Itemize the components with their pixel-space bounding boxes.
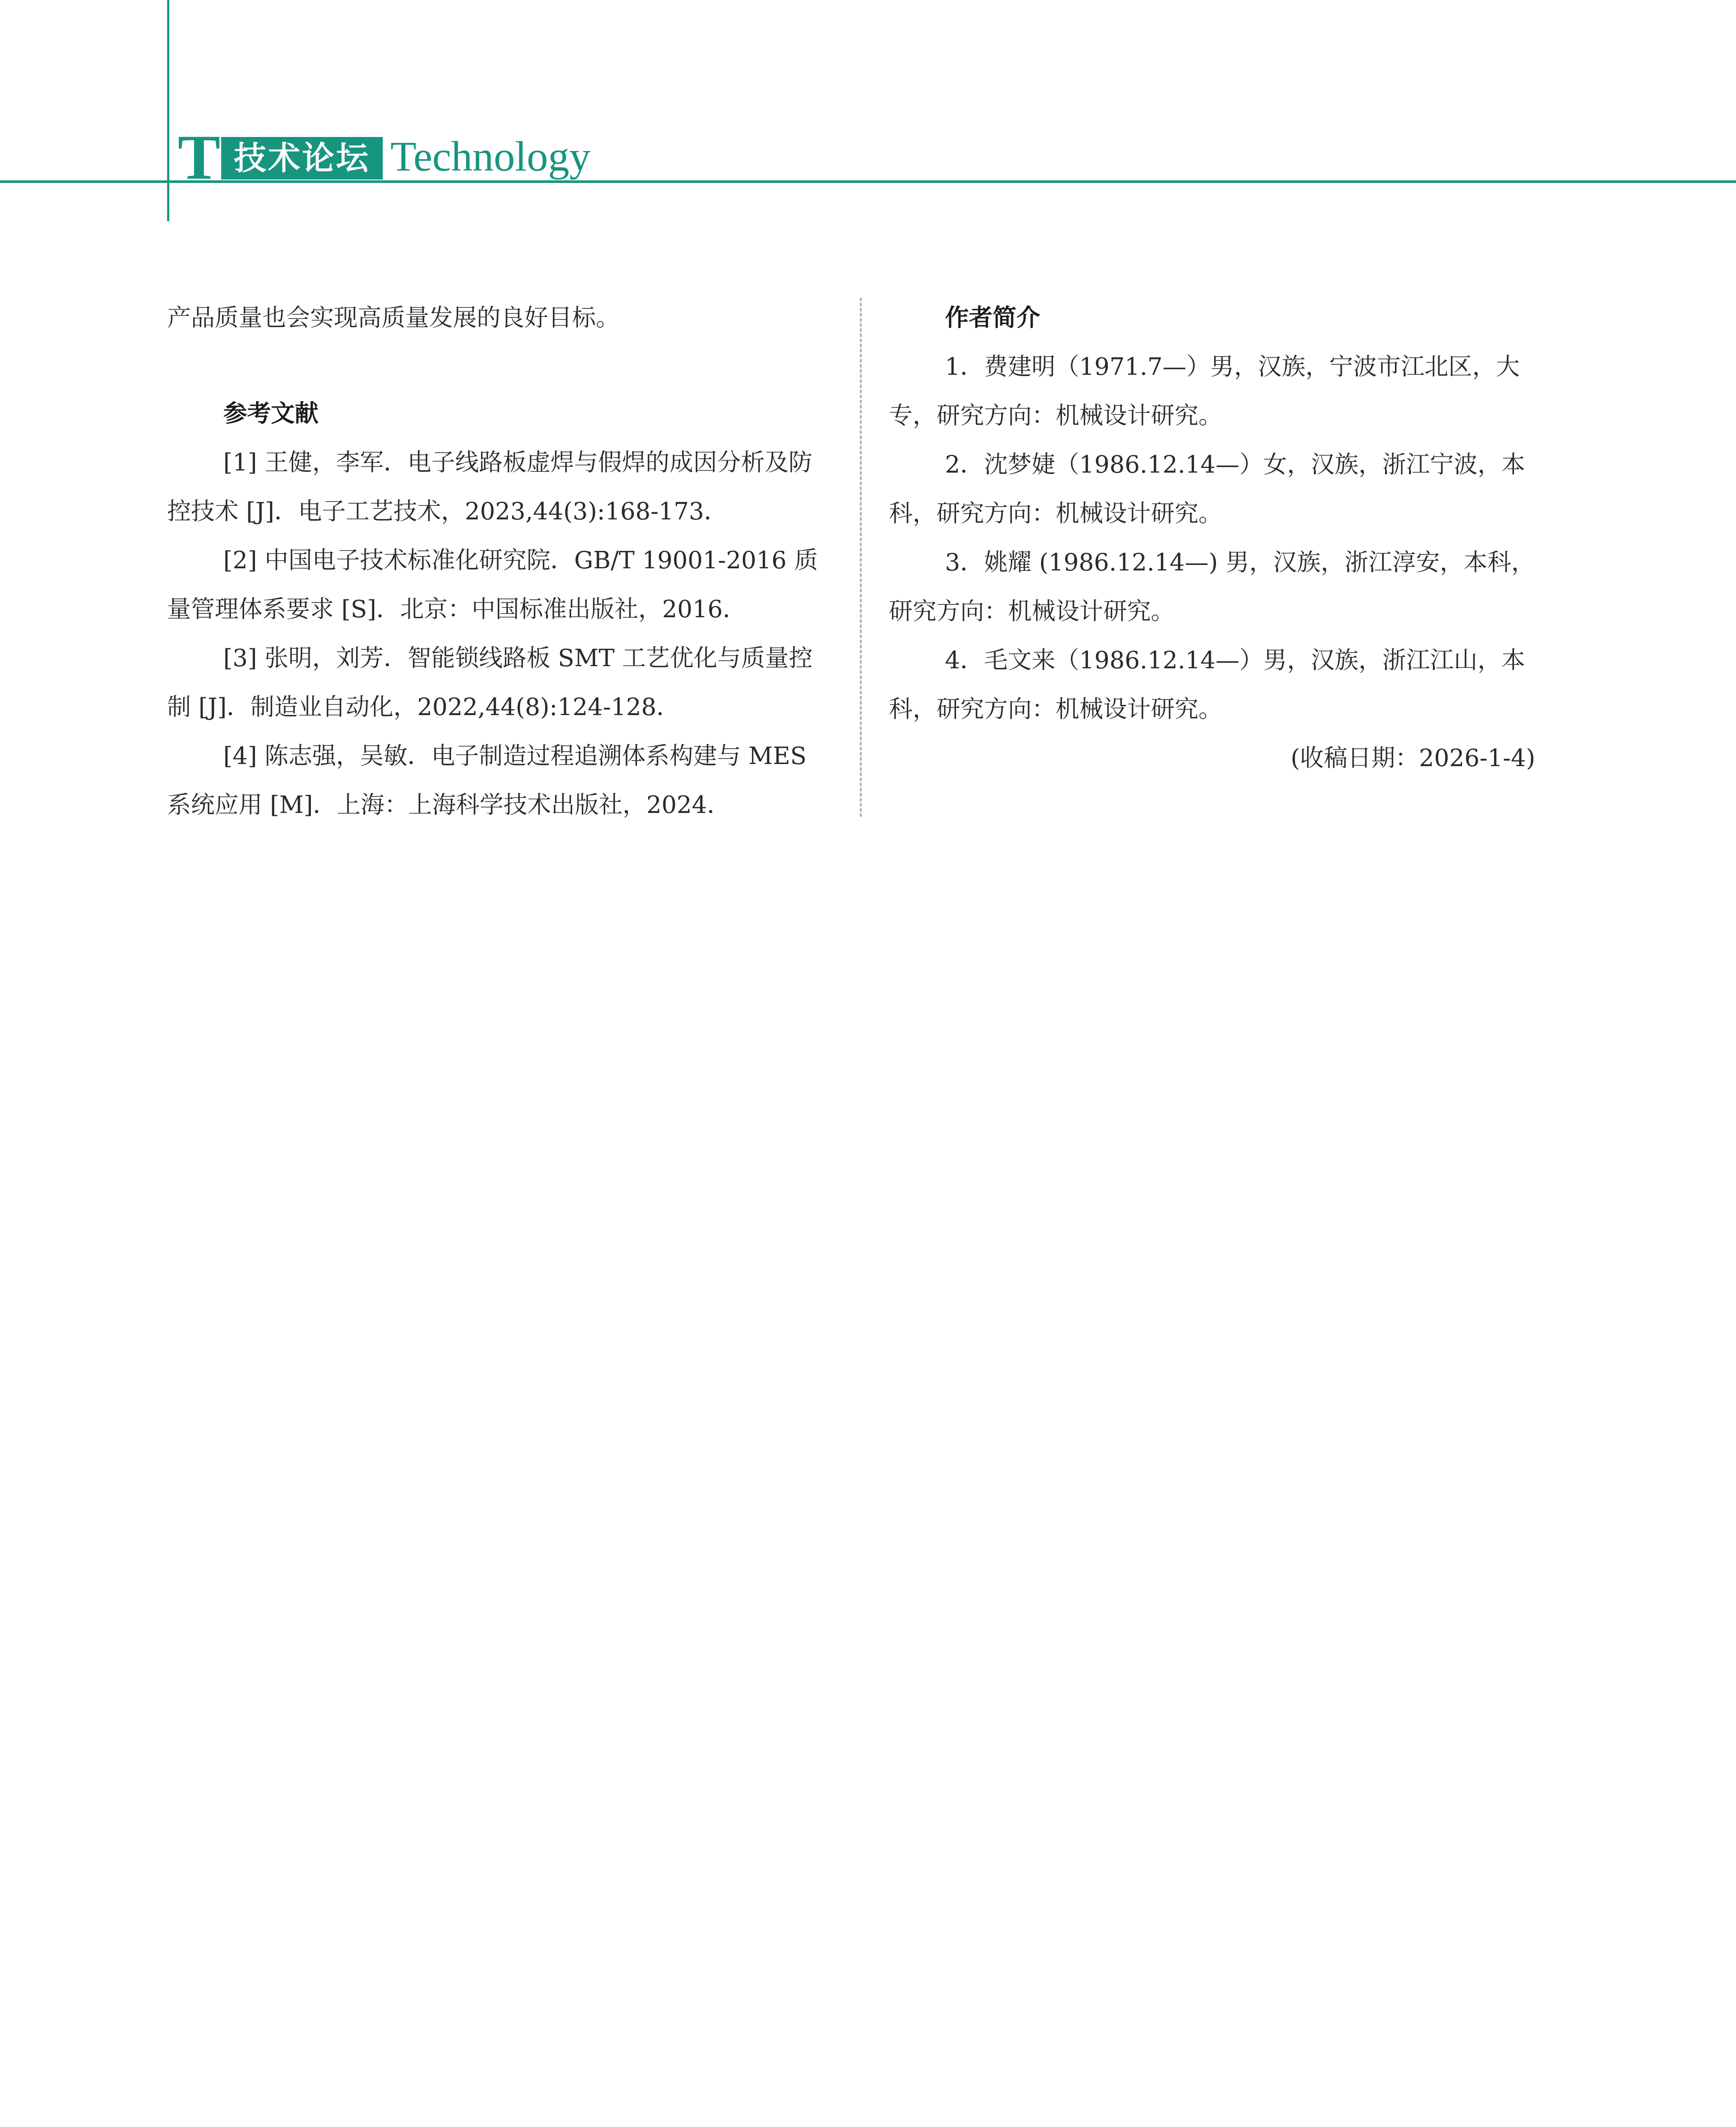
received-date: (收稿日期：2026-1-4) <box>1290 744 1535 772</box>
references-heading: 参考文献 <box>223 400 319 428</box>
author-item: 1．费建明（1971.7—）男，汉族，宁波市江北区，大专，研究方向：机械设计研究。 <box>889 353 1520 430</box>
header-vertical-rule <box>167 0 169 221</box>
reference-item: [1] 王健，李军．电子线路板虚焊与假焊的成因分析及防控技术 [J]．电子工艺技术，2023,44(3):168-173． <box>167 449 813 525</box>
authors-heading: 作者简介 <box>945 304 1040 332</box>
section-title-cn: 技术论坛 <box>221 137 383 180</box>
reference-item: [3] 张明，刘芳．智能锁线路板 SMT 工艺优化与质量控制 [J]．制造业自动化，2022,44(8):124-128． <box>167 644 813 721</box>
left-column <box>167 294 831 830</box>
author-item: 4．毛文来（1986.12.14—）男，汉族，浙江江山，本科，研究方向：机械设计研究。 <box>889 647 1525 723</box>
intro-text: 产品质量也会实现高质量发展的良好目标。 <box>167 304 620 332</box>
section-logo-letter: T <box>178 122 221 193</box>
reference-item: [2] 中国电子技术标准化研究院．GB/T 19001-2016 质量管理体系要求 [S]．北京：中国标准出版社，2016． <box>167 547 818 623</box>
column-divider <box>860 298 862 817</box>
author-item: 2．沈梦婕（1986.12.14—）女，汉族，浙江宁波，本科，研究方向：机械设计研究。 <box>889 451 1525 527</box>
reference-item: [4] 陈志强，吴敏．电子制造过程追溯体系构建与 MES 系统应用 [M]．上海：上海科学技术出版社，2024． <box>167 742 807 819</box>
spacer <box>167 342 831 389</box>
right-column <box>889 294 1540 783</box>
author-item: 3．姚耀 (1986.12.14—) 男，汉族，浙江淳安，本科，研究方向：机械设计研究。 <box>889 549 1535 625</box>
section-title-en: Technology <box>390 133 591 180</box>
header-horizontal-rule <box>0 180 1736 183</box>
